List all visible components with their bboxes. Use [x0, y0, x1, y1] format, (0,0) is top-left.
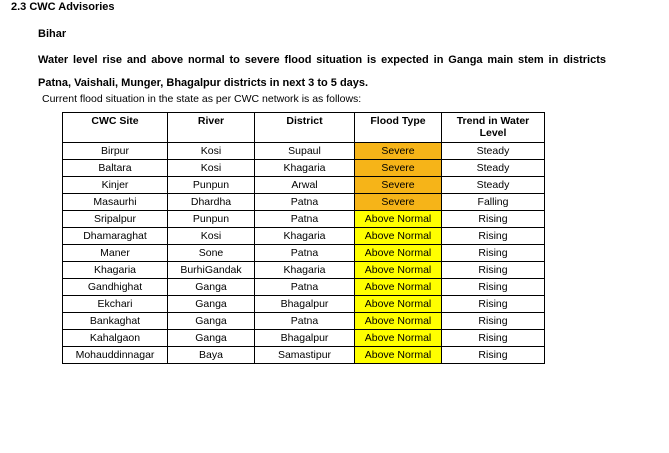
cell-district: Bhagalpur [255, 296, 355, 313]
cell-cwc-site: Bankaghat [63, 313, 168, 330]
cell-cwc-site: Masaurhi [63, 194, 168, 211]
table-row [63, 296, 545, 313]
state-heading: Bihar [38, 28, 67, 40]
table-body [63, 143, 545, 364]
cell-river: Dhardha [168, 194, 255, 211]
cell-trend: Steady [442, 177, 545, 194]
cell-cwc-site: Kinjer [63, 177, 168, 194]
header-river: River [168, 113, 255, 143]
intro-text: Current flood situation in the state as per CWC network is as follows: [42, 93, 362, 105]
header-flood-type: Flood Type [355, 113, 442, 143]
cell-river: Kosi [168, 160, 255, 177]
cell-river: Punpun [168, 211, 255, 228]
cell-flood-type: Above Normal [355, 313, 442, 330]
cell-river: Baya [168, 347, 255, 364]
table-row [63, 262, 545, 279]
table-row [63, 177, 545, 194]
cell-district: Patna [255, 245, 355, 262]
cell-trend: Rising [442, 245, 545, 262]
cell-flood-type: Severe [355, 194, 442, 211]
cell-district: Patna [255, 211, 355, 228]
cell-trend: Rising [442, 347, 545, 364]
cell-district: Patna [255, 279, 355, 296]
cell-river: Kosi [168, 143, 255, 160]
cell-river: Ganga [168, 296, 255, 313]
table-row [63, 347, 545, 364]
cell-flood-type: Severe [355, 143, 442, 160]
table-row [63, 279, 545, 296]
cell-trend: Rising [442, 279, 545, 296]
table-row [63, 194, 545, 211]
cell-flood-type: Above Normal [355, 245, 442, 262]
table-row [63, 228, 545, 245]
cell-flood-type: Above Normal [355, 279, 442, 296]
cell-river: Ganga [168, 330, 255, 347]
cell-flood-type: Above Normal [355, 262, 442, 279]
cell-district: Patna [255, 194, 355, 211]
cell-trend: Rising [442, 211, 545, 228]
cell-river: Ganga [168, 313, 255, 330]
cell-district: Bhagalpur [255, 330, 355, 347]
cell-flood-type: Above Normal [355, 211, 442, 228]
table-row [63, 330, 545, 347]
table-row [63, 211, 545, 228]
cell-cwc-site: Gandhighat [63, 279, 168, 296]
header-cwc-site: CWC Site [63, 113, 168, 143]
cell-cwc-site: Birpur [63, 143, 168, 160]
cell-cwc-site: Baltara [63, 160, 168, 177]
cell-river: Punpun [168, 177, 255, 194]
cell-district: Khagaria [255, 160, 355, 177]
cell-cwc-site: Sripalpur [63, 211, 168, 228]
cell-cwc-site: Mohauddinnagar [63, 347, 168, 364]
cell-trend: Rising [442, 262, 545, 279]
table-header-row [63, 113, 545, 143]
table-row [63, 245, 545, 262]
section-title: 2.3 CWC Advisories [11, 1, 115, 13]
cell-district: Samastipur [255, 347, 355, 364]
table-row [63, 160, 545, 177]
cell-flood-type: Severe [355, 160, 442, 177]
cell-district: Patna [255, 313, 355, 330]
cell-trend: Steady [442, 143, 545, 160]
cell-cwc-site: Kahalgaon [63, 330, 168, 347]
cell-trend: Rising [442, 228, 545, 245]
cell-district: Arwal [255, 177, 355, 194]
cell-district: Khagaria [255, 262, 355, 279]
cell-river: BurhiGandak [168, 262, 255, 279]
cell-cwc-site: Maner [63, 245, 168, 262]
cell-cwc-site: Dhamaraghat [63, 228, 168, 245]
flood-situation-table [62, 112, 545, 364]
cell-district: Supaul [255, 143, 355, 160]
cell-trend: Rising [442, 296, 545, 313]
cell-flood-type: Above Normal [355, 347, 442, 364]
cell-flood-type: Above Normal [355, 330, 442, 347]
cell-river: Sone [168, 245, 255, 262]
header-district: District [255, 113, 355, 143]
cell-cwc-site: Ekchari [63, 296, 168, 313]
cell-flood-type: Above Normal [355, 296, 442, 313]
cell-flood-type: Severe [355, 177, 442, 194]
table-row [63, 143, 545, 160]
advisory-text: Water level rise and above normal to severe flood situation is expected in Ganga main stem in districts Patna, Vaishali, Munger, Bhagalpur districts in next 3 to 5 days. [38, 54, 606, 89]
cell-river: Ganga [168, 279, 255, 296]
table-row [63, 313, 545, 330]
cell-cwc-site: Khagaria [63, 262, 168, 279]
cell-trend: Steady [442, 160, 545, 177]
cell-river: Kosi [168, 228, 255, 245]
cell-district: Khagaria [255, 228, 355, 245]
cell-trend: Falling [442, 194, 545, 211]
header-trend: Trend in Water Level [442, 113, 545, 143]
cell-trend: Rising [442, 330, 545, 347]
cell-flood-type: Above Normal [355, 228, 442, 245]
cell-trend: Rising [442, 313, 545, 330]
